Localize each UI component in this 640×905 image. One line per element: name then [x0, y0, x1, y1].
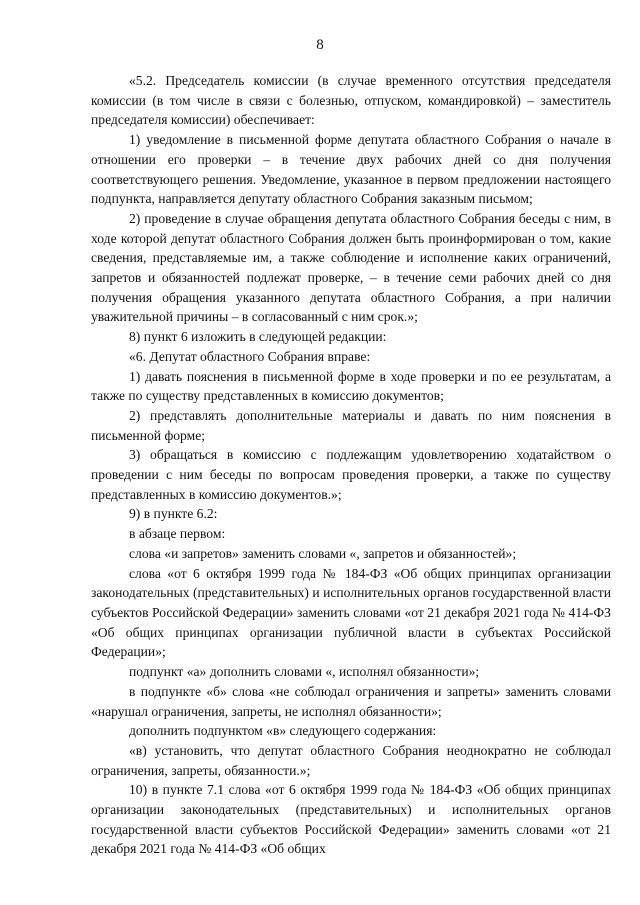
paragraph-item-2-conversation: 2) проведение в случае обращения депутата областного Собрания беседы с ним, в ходе которой депутат областного Собрания должен быть проинформирован о том, какие сведения, представляемые им, а также соблюдение и исполнение каких ограничений, запретов и обязанностей подлежат проверке, – в течение семи рабочих дней со дня получения обращения указанного депутата областного Собрания, а при наличии уважительной причины – в согласованный с ним срок.»;: [91, 210, 611, 325]
paragraph-5-2-intro: «5.2. Председатель комиссии (в случае временного отсутствия председателя комиссии (в том числе в связи с болезнью, отпуском, командировкой) – заместитель председателя комиссии) обеспечивает:: [91, 73, 611, 128]
paragraph-6-item-1: 1) давать пояснения в письменной форме в ходе проверки и по ее результатам, а также по существу представленных в комиссию документов;: [91, 368, 611, 404]
paragraph-first-abzac: в абзаце первом:: [129, 526, 226, 542]
paragraph-item-8: 8) пункт 6 изложить в следующей редакции:: [129, 329, 387, 345]
paragraph-item-10: 10) в пункте 7.1 слова «от 6 октября 1999 года № 184-ФЗ «Об общих принципах организации законодательных (представительных) и исполнительных органов государственной власти субъектов Российской Федерации» заменить словами «от 21 декабря 2021 года № 414-ФЗ «Об общих: [91, 782, 611, 857]
paragraph-item-9: 9) в пункте 6.2:: [129, 506, 218, 522]
paragraph-replace-prohibitions: слова «и запретов» заменить словами «, запретов и обязанностей»;: [129, 545, 517, 561]
paragraph-6-item-2: 2) представлять дополнительные материалы и давать по ним пояснения в письменной форме;: [91, 407, 611, 443]
document-body: [91, 71, 611, 859]
paragraph-6-intro: «6. Депутат областного Собрания вправе:: [129, 348, 371, 364]
paragraph-subitem-a: подпункт «а» дополнить словами «, исполнял обязанности»;: [129, 664, 480, 680]
page-number: 8: [316, 37, 324, 53]
paragraph-replace-law-reference: слова «от 6 октября 1999 года № 184-ФЗ «Об общих принципах организации законодательных (представительных) и исполнительных органов государственной власти субъектов Российской Федерации» заменить словами «от 21 декабря 2021 года № 414-ФЗ «Об общих принципах организации публичной власти в субъектах Российской Федерации»;: [91, 565, 611, 660]
paragraph-add-subitem-v: дополнить подпунктом «в» следующего содержания:: [129, 723, 437, 739]
paragraph-subitem-v-text: «в) установить, что депутат областного Собрания неоднократно не соблюдал ограничения, запреты, обязанности.»;: [91, 742, 611, 778]
paragraph-item-1-notification: 1) уведомление в письменной форме депутата областного Собрания о начале в отношении его проверки – в течение двух рабочих дней со дня получения соответствующего решения. Уведомление, указанное в первом предложении настоящего подпункта, направляется депутату областного Собрания заказным письмом;: [91, 132, 611, 207]
paragraph-6-item-3: 3) обращаться в комиссию с подлежащим удовлетворению ходатайством о проведении с ним беседы по вопросам проведения проверки, а также по существу представленных в комиссию документов.»;: [91, 447, 611, 502]
paragraph-subitem-b: в подпункте «б» слова «не соблюдал ограничения и запреты» заменить словами «нарушал ограничения, запреты, не исполнял обязанности»;: [91, 683, 611, 719]
